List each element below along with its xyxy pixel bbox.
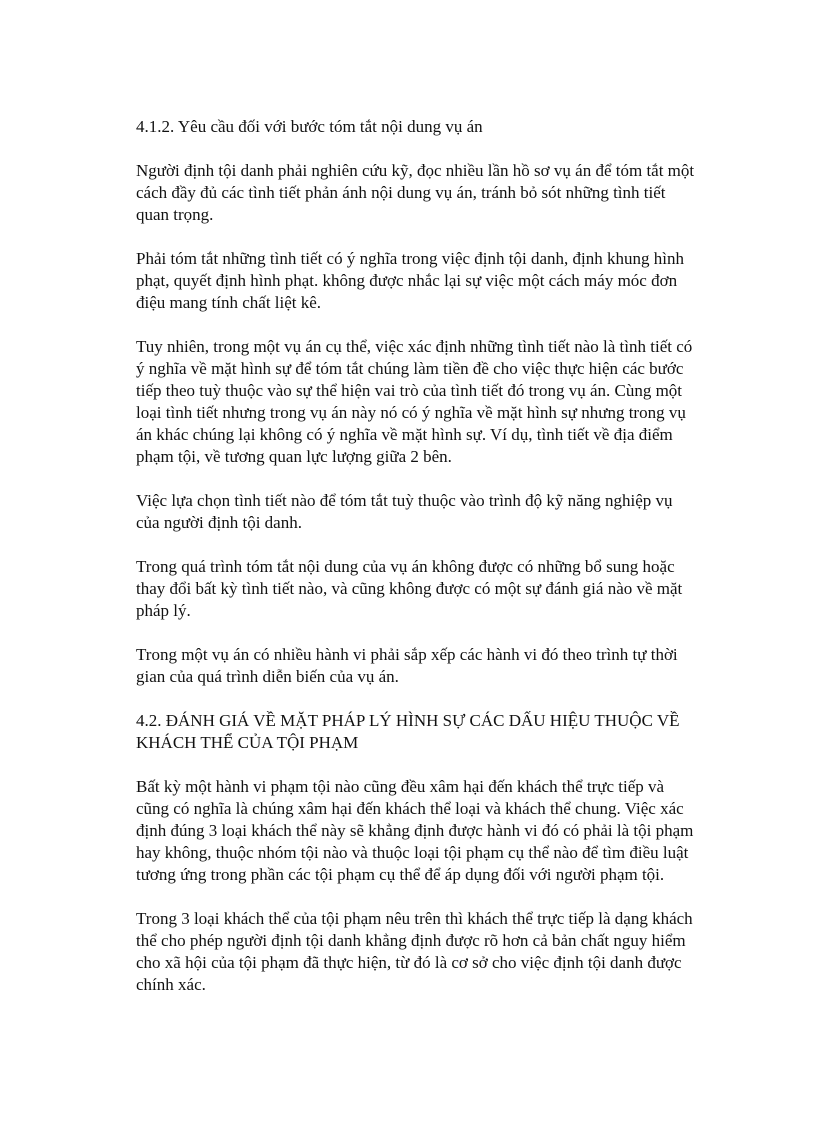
paragraph-412-1: Người định tội danh phải nghiên cứu kỹ, đọc nhiều lần hồ sơ vụ án để tóm tắt một cách đầy đủ các tình tiết phản ánh nội dung vụ án, tránh bỏ sót những tình tiết quan trọng. — [136, 161, 695, 224]
section-heading-4-1-2: 4.1.2. Yêu cầu đối với bước tóm tắt nội dung vụ án — [136, 117, 483, 136]
paragraph-42-2: Trong 3 loại khách thể của tội phạm nêu trên thì khách thể trực tiếp là dạng khách thể cho phép người định tội danh khẳng định được rõ hơn cả bản chất nguy hiểm cho xã hội của tội phạm đã thực hiện, từ đó là cơ sở cho việc định tội danh được chính xác. — [136, 909, 693, 994]
paragraph-42-1: Bất kỳ một hành vi phạm tội nào cũng đều xâm hại đến khách thể trực tiếp và cũng có nghĩa là chúng xâm hại đến khách thể loại và khách thể chung. Việc xác định đúng 3 loại khách thể này sẽ khẳng định được hành vi đó có phải là tội phạm hay không, thuộc nhóm tội nào và thuộc loại tội phạm cụ thể nào để tìm điều luật tương ứng trong phần các tội phạm cụ thể để áp dụng đối với người phạm tội. — [136, 777, 694, 884]
paragraph-412-6: Trong một vụ án có nhiều hành vi phải sắp xếp các hành vi đó theo trình tự thời gian của quá trình diễn biến của vụ án. — [136, 645, 678, 686]
paragraph-412-5: Trong quá trình tóm tắt nội dung của vụ án không được có những bổ sung hoặc thay đổi bất kỳ tình tiết nào, và cũng không được có một sự đánh giá nào về mặt pháp lý. — [136, 557, 683, 620]
paragraph-412-4: Việc lựa chọn tình tiết nào để tóm tắt tuỳ thuộc vào trình độ kỹ năng nghiệp vụ của người định tội danh. — [136, 491, 673, 532]
section-heading-4-2: 4.2. ĐÁNH GIÁ VỀ MẶT PHÁP LÝ HÌNH SỰ CÁC DẤU HIỆU THUỘC VỀ KHÁCH THỂ CỦA TỘI PHẠM — [136, 711, 680, 752]
paragraph-412-3: Tuy nhiên, trong một vụ án cụ thể, việc xác định những tình tiết nào là tình tiết có ý nghĩa về mặt hình sự để tóm tắt chúng làm tiền đề cho việc thực hiện các bước tiếp theo tuỳ thuộc vào sự thể hiện vai trò của tình tiết đó trong vụ án. Cùng một loại tình tiết nhưng trong vụ án này nó có ý nghĩa về mặt hình sự nhưng trong vụ án khác chúng lại không có ý nghĩa về mặt hình sự. Ví dụ, tình tiết về địa điểm phạm tội, về tương quan lực lượng giữa 2 bên. — [136, 337, 693, 466]
document-body — [136, 116, 696, 1018]
paragraph-412-2: Phải tóm tắt những tình tiết có ý nghĩa trong việc định tội danh, định khung hình phạt, quyết định hình phạt. không được nhắc lại sự việc một cách máy móc đơn điệu mang tính chất liệt kê. — [136, 249, 684, 312]
